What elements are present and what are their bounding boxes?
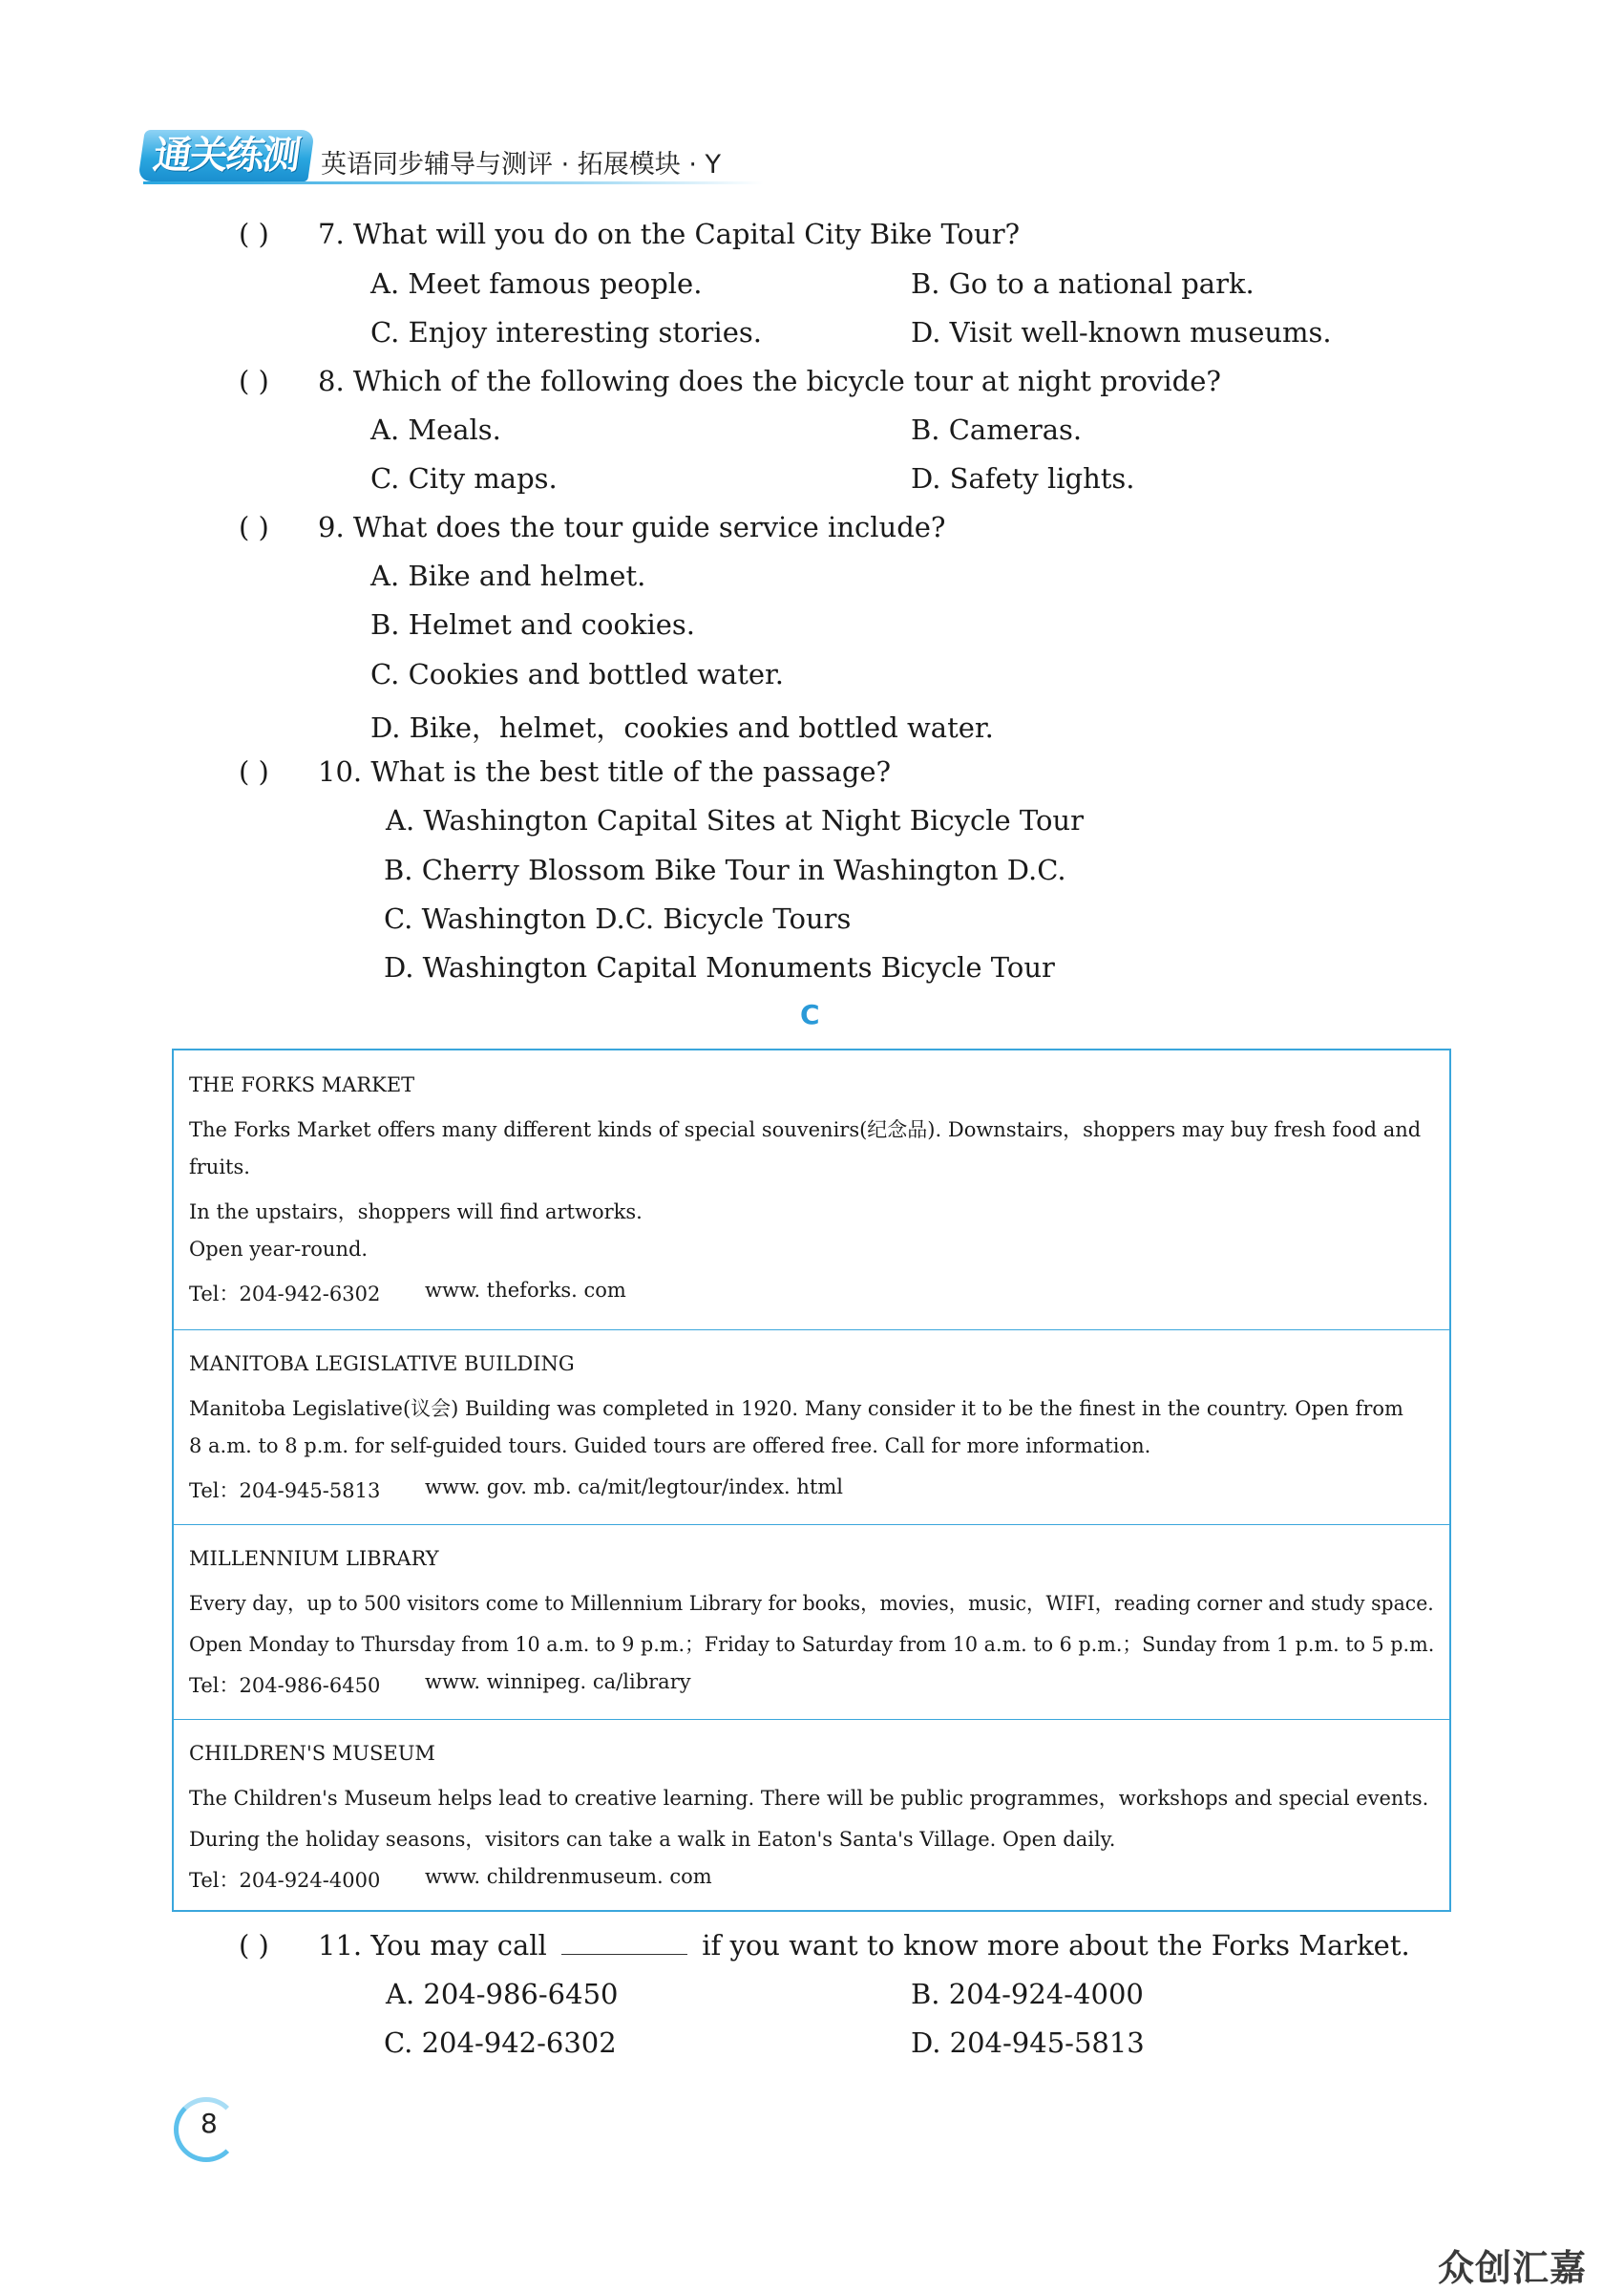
entry-forks-market <box>174 1050 1449 1329</box>
question-text: What is the best title of the passage? <box>370 755 892 788</box>
answer-blank-q11[interactable]: ( ) <box>239 1929 269 1962</box>
option-8d: D. Safety lights. <box>911 462 1135 495</box>
entry-title: CHILDREN'S MUSEUM <box>189 1742 435 1765</box>
entry-millennium-library <box>174 1524 1449 1719</box>
option-7d: D. Visit well-known museums. <box>911 316 1332 349</box>
option-11d: D. 204-945-5813 <box>911 2026 1145 2059</box>
section-letter: C <box>800 999 820 1030</box>
book-subtitle: 英语同步辅导与测评 · 拓展模块 · Y <box>321 150 721 180</box>
header-divider <box>143 181 764 184</box>
entry-website: www. winnipeg. ca/library <box>425 1670 691 1693</box>
question-10 <box>318 755 891 788</box>
entry-line: The Children's Museum helps lead to creative learning. There will be public programmes，workshops and special events. <box>189 1787 1429 1810</box>
entry-title: MANITOBA LEGISLATIVE BUILDING <box>189 1352 575 1375</box>
question-text: What will you do on the Capital City Bike Tour? <box>352 218 1021 250</box>
question-8 <box>318 365 1221 397</box>
question-number: 7. <box>318 218 345 250</box>
question-number: 8. <box>318 365 345 397</box>
question-text: What does the tour guide service include? <box>352 511 946 543</box>
option-11b: B. 204-924-4000 <box>911 1978 1144 2010</box>
option-7b: B. Go to a national park. <box>911 267 1255 300</box>
answer-blank-q7[interactable]: ( ) <box>239 218 269 250</box>
entry-line: Every day，up to 500 visitors come to Millennium Library for books，movies，music，WIFI，reading corner and study space. <box>189 1592 1434 1615</box>
entry-tel: Tel：204-924-4000 <box>189 1869 381 1892</box>
fill-in-blank[interactable] <box>561 1929 687 1955</box>
question-7 <box>318 218 1020 250</box>
series-logo: 通关练测 <box>137 130 315 181</box>
page-number: 8 <box>200 2108 218 2139</box>
option-10b: B. Cherry Blossom Bike Tour in Washington D.C. <box>384 854 1066 886</box>
entry-line: During the holiday seasons，visitors can take a walk in Eaton's Santa's Village. Open daily. <box>189 1828 1116 1851</box>
option-10d: D. Washington Capital Monuments Bicycle Tour <box>384 951 1055 984</box>
option-11c: C. 204-942-6302 <box>384 2026 617 2059</box>
entry-tel: Tel：204-986-6450 <box>189 1674 381 1697</box>
answer-blank-q8[interactable]: ( ) <box>239 365 269 397</box>
question-11 <box>318 1929 1410 1962</box>
entry-line: 8 a.m. to 8 p.m. for self-guided tours. Guided tours are offered free. Call for more information. <box>189 1434 1151 1457</box>
question-text: Which of the following does the bicycle tour at night provide? <box>352 365 1221 397</box>
entry-line: Manitoba Legislative(议会) Building was completed in 1920. Many consider it to be the finest in the country. Open from <box>189 1397 1403 1420</box>
info-box <box>172 1049 1451 1912</box>
option-8a: A. Meals. <box>370 414 501 446</box>
entry-title: MILLENNIUM LIBRARY <box>189 1547 439 1570</box>
entry-childrens-museum <box>174 1719 1449 1910</box>
option-9b: B. Helmet and cookies. <box>370 608 696 641</box>
entry-line: The Forks Market offers many different kinds of special souvenirs(纪念品). Downstairs，shoppers may buy fresh food and <box>189 1118 1422 1141</box>
option-9d: D. Bike，helmet，cookies and bottled water. <box>370 711 994 744</box>
entry-line: fruits. <box>189 1156 250 1178</box>
option-7c: C. Enjoy interesting stories. <box>370 316 762 349</box>
entry-website: www. childrenmuseum. com <box>425 1865 712 1888</box>
option-9c: C. Cookies and bottled water. <box>370 658 784 690</box>
answer-blank-q9[interactable]: ( ) <box>239 511 269 543</box>
entry-line: In the upstairs，shoppers will find artworks. <box>189 1200 643 1223</box>
option-9a: A. Bike and helmet. <box>370 560 646 592</box>
question-text-before: You may call <box>370 1929 547 1962</box>
entry-tel: Tel：204-945-5813 <box>189 1479 381 1502</box>
option-7a: A. Meet famous people. <box>370 267 703 300</box>
option-11a: A. 204-986-6450 <box>386 1978 619 2010</box>
option-10a: A. Washington Capital Sites at Night Bicycle Tour <box>386 804 1084 837</box>
question-number: 9. <box>318 511 345 543</box>
entry-website: www. theforks. com <box>425 1279 626 1302</box>
entry-website: www. gov. mb. ca/mit/legtour/index. html <box>425 1475 844 1498</box>
question-9 <box>318 511 945 543</box>
option-10c: C. Washington D.C. Bicycle Tours <box>384 902 852 935</box>
entry-title: THE FORKS MARKET <box>189 1073 415 1096</box>
answer-blank-q10[interactable]: ( ) <box>239 755 269 788</box>
watermark: 众创汇嘉 <box>1438 2247 1588 2289</box>
option-8c: C. City maps. <box>370 462 558 495</box>
entry-manitoba-legislative <box>174 1329 1449 1524</box>
option-8b: B. Cameras. <box>911 414 1083 446</box>
entry-line: Open year-round. <box>189 1238 369 1261</box>
entry-line: Open Monday to Thursday from 10 a.m. to 9 p.m.；Friday to Saturday from 10 a.m. to 6 p.m.；Sunday from 1 p.m. to 5 p.m. <box>189 1633 1435 1656</box>
question-text-after: if you want to know more about the Forks Market. <box>702 1929 1410 1962</box>
question-number: 11. <box>318 1929 363 1962</box>
entry-tel: Tel：204-942-6302 <box>189 1283 381 1305</box>
question-number: 10. <box>318 755 363 788</box>
